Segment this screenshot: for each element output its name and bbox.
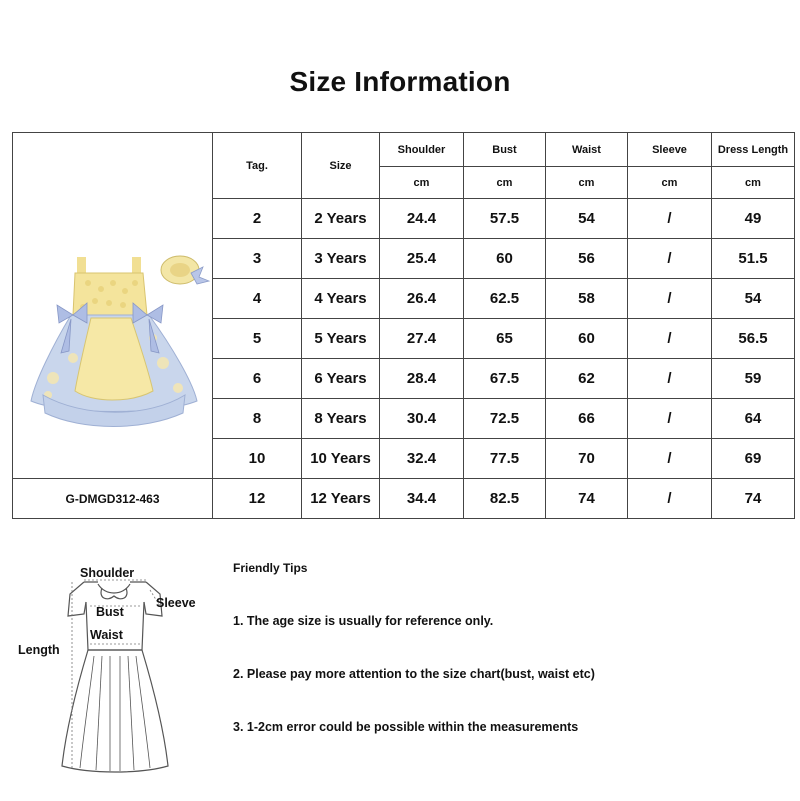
cell-waist: 74 [546,479,628,519]
cell-waist: 58 [546,279,628,319]
product-code: G-DMGD312-463 [13,479,213,519]
cell-sleeve: / [628,399,712,439]
cell-tag: 8 [213,399,302,439]
cell-tag: 12 [213,479,302,519]
tip-item: 2. Please pay more attention to the size chart(bust, waist etc) [233,667,595,681]
cell-tag: 4 [213,279,302,319]
product-photo [13,133,213,478]
cell-waist: 70 [546,439,628,479]
cell-bust: 67.5 [464,359,546,399]
diagram-label-waist: Waist [90,628,123,642]
cell-tag: 2 [213,199,302,239]
cell-dress-length: 59 [712,359,795,399]
cell-waist: 60 [546,319,628,359]
cell-waist: 54 [546,199,628,239]
cell-waist: 62 [546,359,628,399]
page-title: Size Information [289,66,511,97]
cell-tag: 6 [213,359,302,399]
tips-heading: Friendly Tips [233,561,308,575]
cell-sleeve: / [628,239,712,279]
cell-tag: 10 [213,439,302,479]
tip-item: 1. The age size is usually for reference only. [233,614,494,628]
unit-waist: cm [546,167,628,199]
cell-shoulder: 34.4 [380,479,464,519]
unit-dress-length: cm [712,167,795,199]
col-header-size: Size [302,133,380,199]
diagram-label-sleeve: Sleeve [156,596,196,610]
cell-sleeve: / [628,439,712,479]
unit-sleeve: cm [628,167,712,199]
size-table [12,132,795,519]
cell-shoulder: 24.4 [380,199,464,239]
cell-dress-length: 54 [712,279,795,319]
cell-bust: 77.5 [464,439,546,479]
cell-dress-length: 49 [712,199,795,239]
cell-bust: 72.5 [464,399,546,439]
cell-sleeve: / [628,479,712,519]
dress-photo-icon [13,133,213,478]
cell-size: 4 Years [302,279,380,319]
unit-bust: cm [464,167,546,199]
col-header-waist: Waist [546,133,628,167]
cell-dress-length: 56.5 [712,319,795,359]
cell-waist: 66 [546,399,628,439]
cell-sleeve: / [628,319,712,359]
col-header-tag: Tag. [213,133,302,199]
cell-size: 6 Years [302,359,380,399]
cell-size: 5 Years [302,319,380,359]
unit-shoulder: cm [380,167,464,199]
product-image-cell [13,133,213,479]
col-header-sleeve: Sleeve [628,133,712,167]
cell-shoulder: 30.4 [380,399,464,439]
measurement-diagram [10,560,225,796]
col-header-dress-length: Dress Length [712,133,795,167]
cell-sleeve: / [628,359,712,399]
cell-bust: 62.5 [464,279,546,319]
col-header-bust: Bust [464,133,546,167]
cell-waist: 56 [546,239,628,279]
cell-shoulder: 27.4 [380,319,464,359]
cell-sleeve: / [628,199,712,239]
cell-shoulder: 32.4 [380,439,464,479]
tip-item: 3. 1-2cm error could be possible within the measurements [233,720,579,734]
diagram-label-bust: Bust [96,605,124,619]
cell-dress-length: 69 [712,439,795,479]
cell-bust: 65 [464,319,546,359]
cell-sleeve: / [628,279,712,319]
cell-dress-length: 74 [712,479,795,519]
col-header-shoulder: Shoulder [380,133,464,167]
diagram-label-length: Length [18,643,60,657]
header-row [13,133,795,167]
table-row [13,479,795,519]
cell-size: 2 Years [302,199,380,239]
cell-tag: 5 [213,319,302,359]
cell-size: 3 Years [302,239,380,279]
cell-shoulder: 26.4 [380,279,464,319]
cell-shoulder: 25.4 [380,239,464,279]
cell-size: 10 Years [302,439,380,479]
cell-dress-length: 51.5 [712,239,795,279]
cell-bust: 57.5 [464,199,546,239]
cell-tag: 3 [213,239,302,279]
diagram-label-shoulder: Shoulder [80,566,135,580]
cell-dress-length: 64 [712,399,795,439]
cell-bust: 60 [464,239,546,279]
cell-size: 8 Years [302,399,380,439]
hat-icon [161,256,209,284]
cell-size: 12 Years [302,479,380,519]
cell-bust: 82.5 [464,479,546,519]
cell-shoulder: 28.4 [380,359,464,399]
